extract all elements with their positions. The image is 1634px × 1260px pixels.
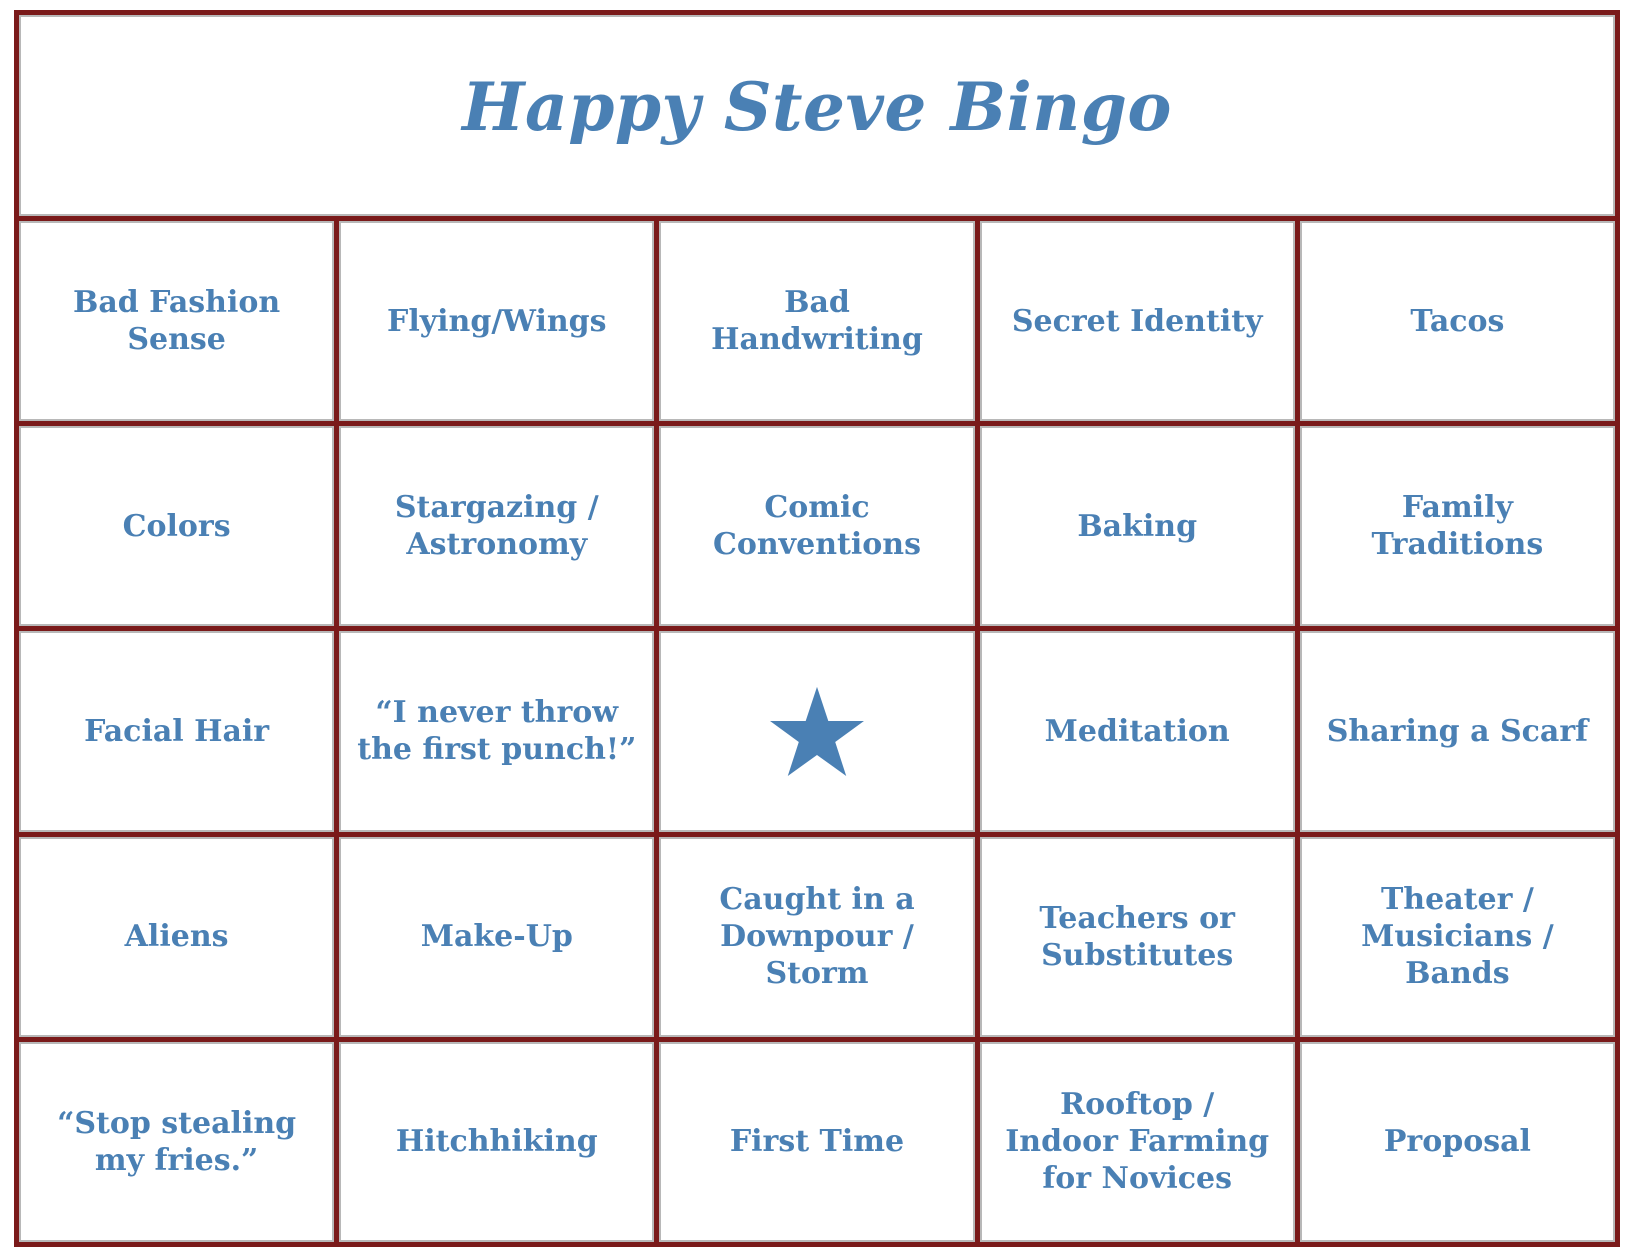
bingo-cell[interactable] xyxy=(19,426,334,626)
bingo-cell[interactable] xyxy=(659,1042,974,1242)
cell-label: Hitchhiking xyxy=(395,1124,598,1160)
bingo-board xyxy=(14,10,1620,1247)
cell-label: Baking xyxy=(1077,508,1198,544)
bingo-cell[interactable] xyxy=(659,837,974,1037)
cell-label: “Stop stealing my fries.” xyxy=(57,1105,297,1178)
cell-label: First Time xyxy=(729,1124,905,1160)
cell-label: Caught in a Downpour / Storm xyxy=(719,882,915,992)
bingo-cell[interactable] xyxy=(339,221,654,421)
cell-label: Flying/Wings xyxy=(387,303,607,339)
bingo-cell[interactable] xyxy=(1300,426,1615,626)
bingo-cell[interactable] xyxy=(19,837,334,1037)
bingo-cell[interactable] xyxy=(19,631,334,831)
bingo-cell[interactable] xyxy=(980,221,1295,421)
bingo-cell[interactable] xyxy=(980,631,1295,831)
bingo-cell[interactable] xyxy=(980,426,1295,626)
bingo-cell[interactable] xyxy=(980,837,1295,1037)
cell-label: Stargazing / Astronomy xyxy=(394,490,599,563)
bingo-cell[interactable] xyxy=(19,221,334,421)
cell-label: Make-Up xyxy=(420,919,573,955)
cell-label: Colors xyxy=(122,508,231,544)
cell-label: Bad Handwriting xyxy=(711,285,923,358)
bingo-cell[interactable] xyxy=(659,221,974,421)
cell-label: Tacos xyxy=(1410,303,1505,339)
cell-label: Rooftop / Indoor Farming for Novices xyxy=(1005,1087,1270,1197)
cell-label: Sharing a Scarf xyxy=(1326,713,1589,749)
cell-label: “I never throw the first punch!” xyxy=(357,695,637,768)
cell-label: Comic Conventions xyxy=(712,490,921,563)
cell-label: Facial Hair xyxy=(84,713,270,749)
bingo-cell[interactable] xyxy=(339,631,654,831)
bingo-cell[interactable] xyxy=(19,1042,334,1242)
cell-label: Meditation xyxy=(1044,713,1230,749)
page-title: Happy Steve Bingo xyxy=(462,67,1172,146)
cell-label: Proposal xyxy=(1383,1124,1531,1160)
bingo-cell[interactable] xyxy=(1300,631,1615,831)
cell-label: Family Traditions xyxy=(1371,490,1544,563)
cell-label: Secret Identity xyxy=(1011,303,1263,339)
bingo-grid xyxy=(19,221,1615,1242)
bingo-cell[interactable] xyxy=(339,426,654,626)
cell-label: Aliens xyxy=(124,919,229,955)
title-cell xyxy=(19,15,1615,216)
bingo-cell[interactable] xyxy=(1300,837,1615,1037)
star-icon xyxy=(769,685,865,777)
cell-label: Bad Fashion Sense xyxy=(72,285,281,358)
bingo-cell[interactable] xyxy=(339,837,654,1037)
bingo-cell[interactable] xyxy=(659,426,974,626)
free-space-cell[interactable] xyxy=(659,631,974,831)
bingo-cell[interactable] xyxy=(1300,1042,1615,1242)
bingo-cell[interactable] xyxy=(339,1042,654,1242)
bingo-cell[interactable] xyxy=(1300,221,1615,421)
cell-label: Theater / Musicians / Bands xyxy=(1361,882,1554,992)
bingo-cell[interactable] xyxy=(980,1042,1295,1242)
cell-label: Teachers or Substitutes xyxy=(1039,900,1235,973)
